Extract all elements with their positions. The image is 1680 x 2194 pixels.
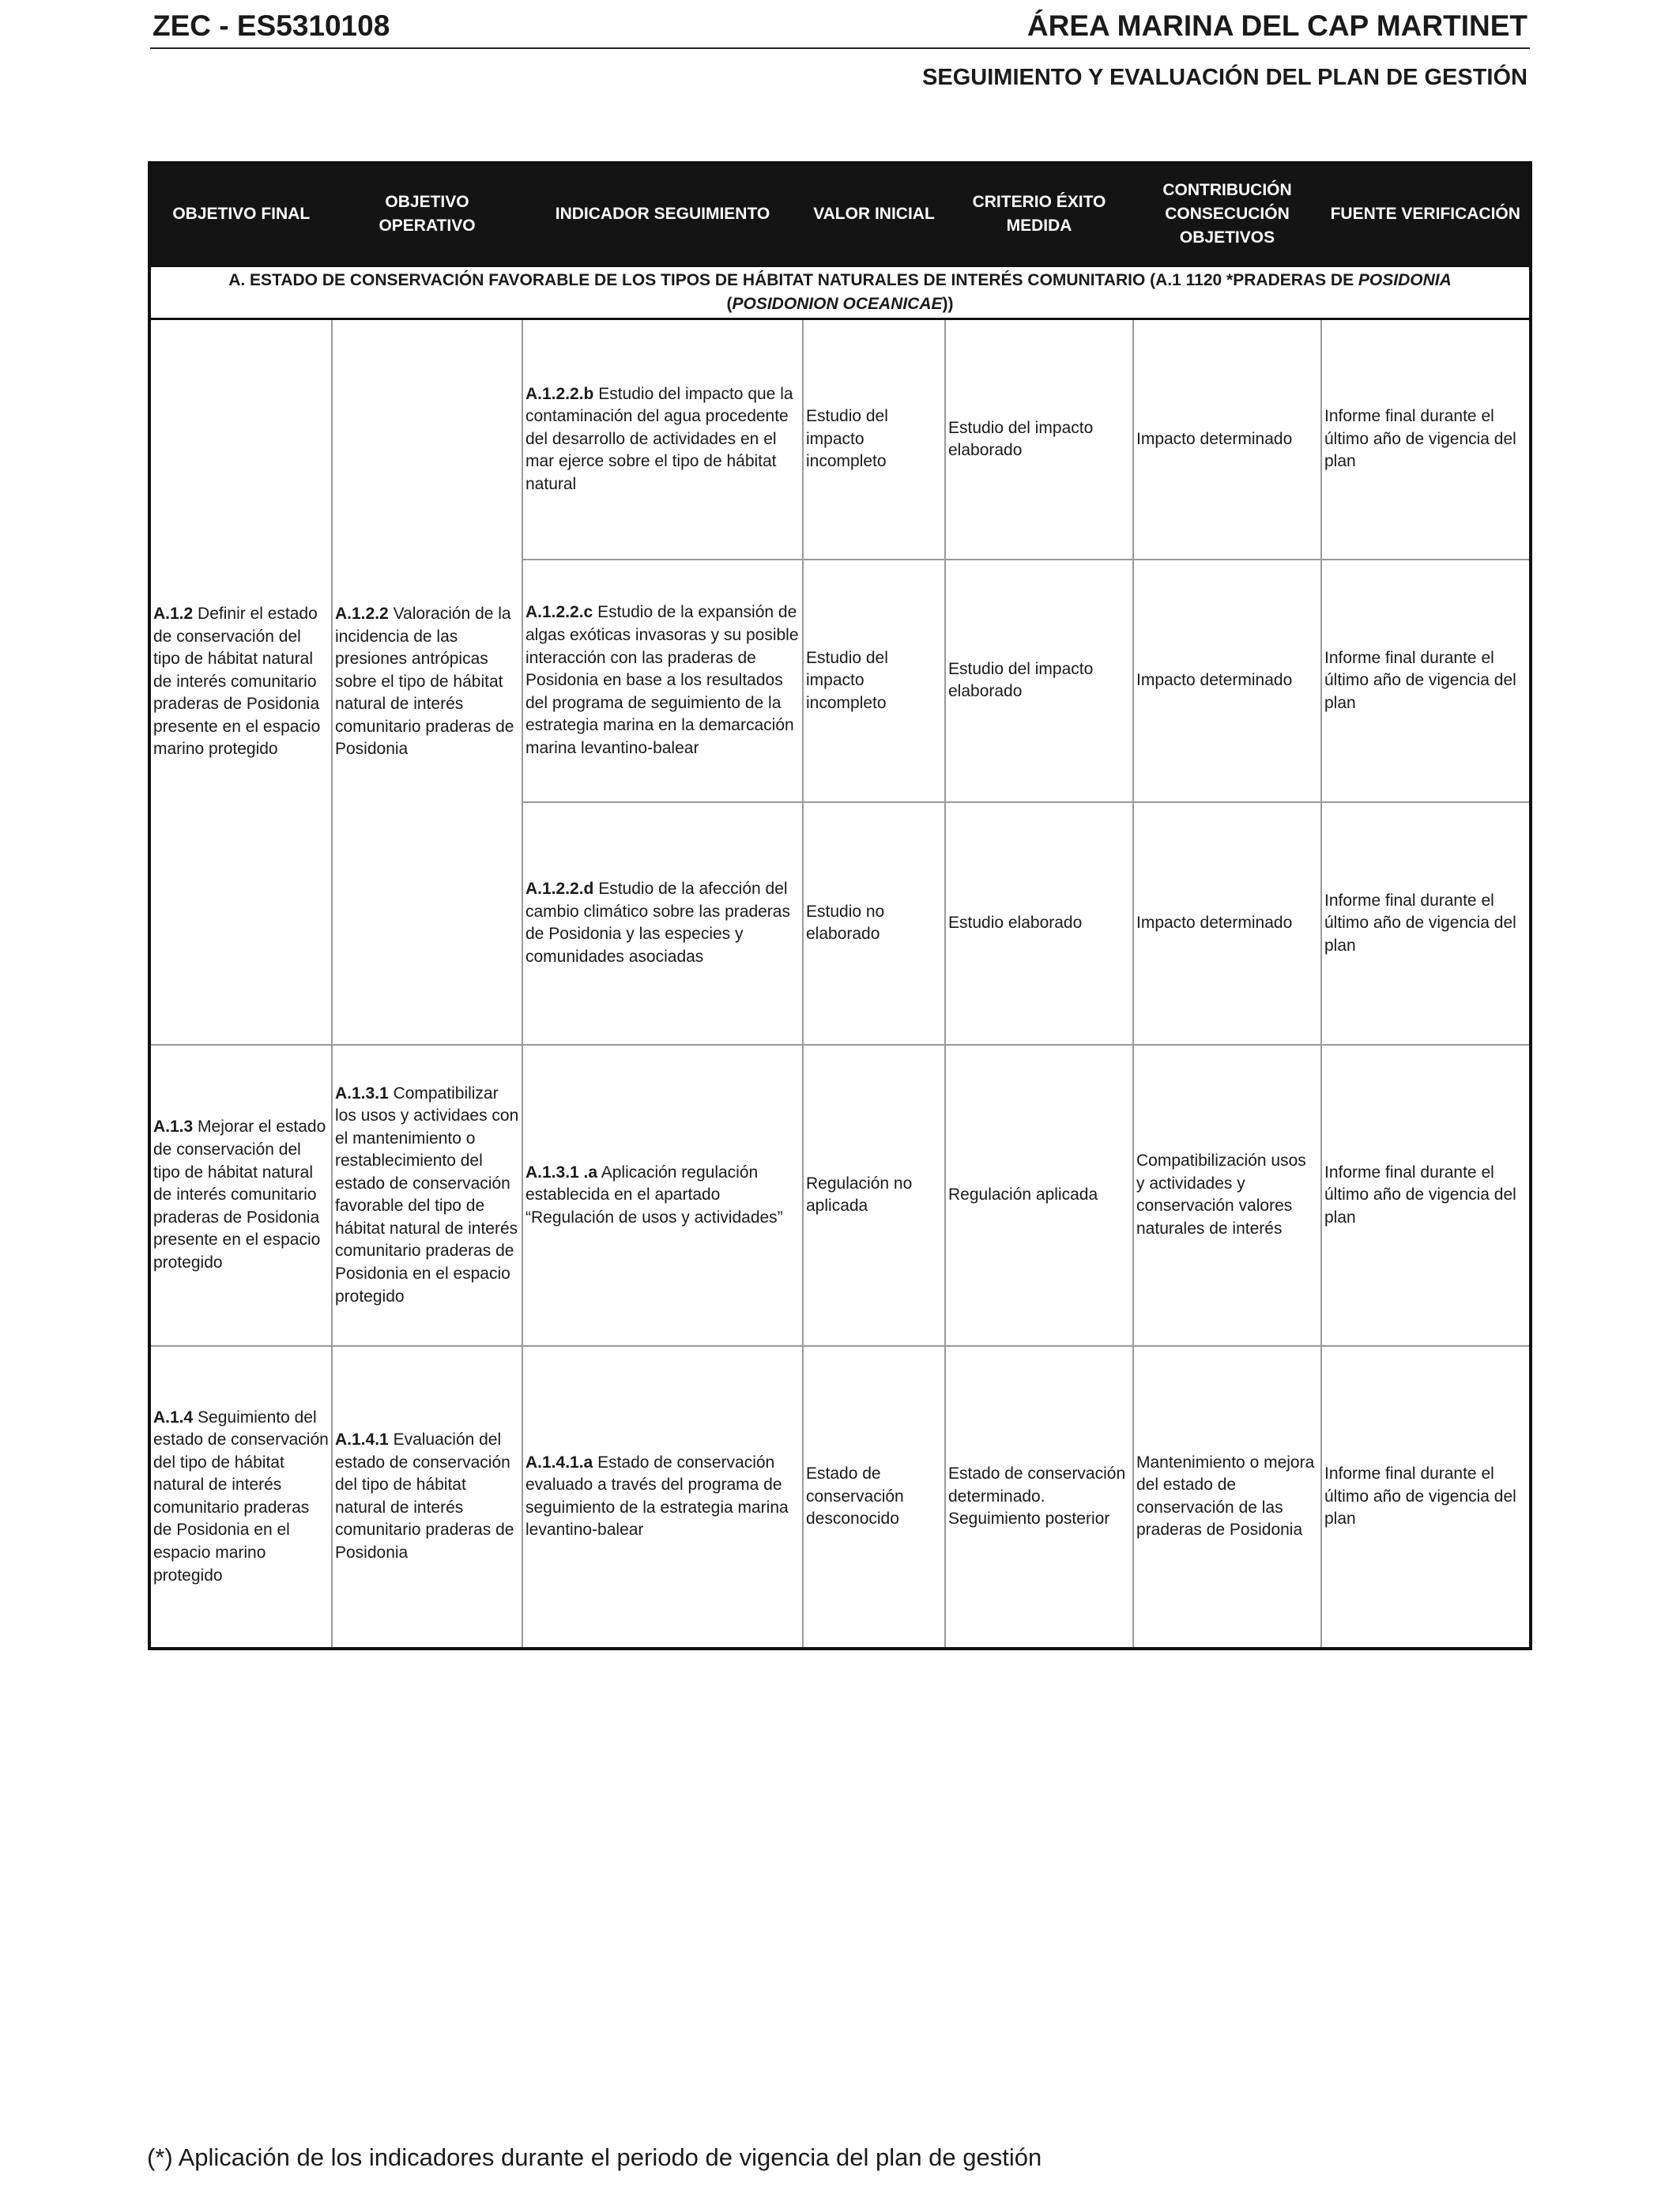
objetivo-operativo-code: A.1.3.1 (335, 1084, 389, 1103)
contribucion-cell: Mantenimiento o mejora del estado de conservación de las praderas de Posidonia (1133, 1346, 1321, 1649)
zec-code: ZEC - ES5310108 (153, 9, 390, 42)
section-prefix: A. ESTADO DE CONSERVACIÓN FAVORABLE DE LOS TIPOS DE HÁBITAT NATURALES DE INTERÉS COMUNITARIO (A.1 1120 *PRADERAS DE (228, 270, 1358, 289)
footnote: (*) Aplicación de los indicadores durante el periodo de vigencia del plan de gestión (147, 2143, 1042, 2171)
indicador-cell (522, 1045, 803, 1346)
valor-inicial-cell: Estudio del impacto incompleto (803, 319, 945, 560)
section-italic-posidonia: POSIDONIA (1358, 270, 1452, 289)
table-row (149, 1045, 1531, 1346)
document-subtitle: SEGUIMIENTO Y EVALUACIÓN DEL PLAN DE GESTIÓN (922, 65, 1527, 90)
fuente-cell: Informe final durante el último año de vigencia del plan (1321, 802, 1531, 1045)
objetivo-operativo-text: Compatibilizar los usos y actividaes con el mantenimiento o restablecimiento del estado de conservación favorable del tipo de hábitat natural de interés comunitario praderas de Posidonia en el espacio protegido (335, 1084, 519, 1306)
objetivo-final-text: Definir el estado de conservación del tipo de hábitat natural de interés comunitario praderas de Posidonia presente en el espacio marino protegido (153, 605, 321, 759)
col-header-objetivo-operativo: OBJETIVO OPERATIVO (332, 163, 522, 266)
indicador-code: A.1.4.1.a (525, 1453, 593, 1472)
objetivo-operativo-code: A.1.2.2 (335, 605, 389, 624)
indicador-code: A.1.2.2.b (525, 384, 594, 403)
valor-inicial-cell: Estado de conservación desconocido (803, 1346, 945, 1649)
objetivo-final-cell (149, 1346, 332, 1649)
indicador-cell (522, 1346, 803, 1649)
criterio-cell: Estudio del impacto elaborado (945, 319, 1133, 560)
col-header-valor-inicial: VALOR INICIAL (803, 163, 945, 266)
objetivo-operativo-code: A.1.4.1 (335, 1431, 389, 1449)
valor-inicial-cell: Regulación no aplicada (803, 1045, 945, 1346)
objetivo-final-code: A.1.3 (153, 1118, 194, 1137)
objetivo-final-code: A.1.2 (153, 605, 194, 624)
col-header-contribucion: CONTRIBUCIÓN CONSECUCIÓN OBJETIVOS (1133, 163, 1321, 266)
section-row (149, 266, 1531, 319)
objetivo-final-text: Mejorar el estado de conservación del tipo de hábitat natural de interés comunitario praderas de Posidonia presente en el espacio protegido (153, 1118, 326, 1272)
header-row (149, 163, 1531, 266)
table-row (149, 319, 1531, 560)
valor-inicial-cell: Estudio no elaborado (803, 802, 945, 1045)
col-header-fuente: FUENTE VERIFICACIÓN (1321, 163, 1531, 266)
objetivo-operativo-cell (332, 1045, 522, 1346)
objetivo-final-cell (149, 1045, 332, 1346)
fuente-cell: Informe final durante el último año de vigencia del plan (1321, 1045, 1531, 1346)
table-row (149, 1346, 1531, 1649)
objetivo-final-text: Seguimiento del estado de conservación del tipo de hábitat natural de interés comunitario praderas de Posidonia en el espacio marino protegido (153, 1408, 329, 1585)
indicador-code: A.1.2.2.d (525, 880, 594, 899)
indicador-cell (522, 319, 803, 560)
section-title (149, 266, 1531, 319)
objetivo-operativo-text: Evaluación del estado de conservación del tipo de hábitat natural de interés comunitario praderas de Posidonia (335, 1431, 514, 1562)
indicador-text: Estudio de la afección del cambio climático sobre las praderas de Posidonia y las especies y comunidades asociadas (525, 880, 790, 966)
col-header-criterio: CRITERIO ÉXITO MEDIDA (945, 163, 1133, 266)
indicador-cell (522, 802, 803, 1045)
objetivo-final-cell (149, 319, 332, 1045)
objetivo-operativo-cell (332, 1346, 522, 1649)
monitoring-table (148, 161, 1532, 1650)
contribucion-cell: Impacto determinado (1133, 560, 1321, 802)
objetivo-operativo-cell (332, 319, 522, 1045)
fuente-cell: Informe final durante el último año de vigencia del plan (1321, 560, 1531, 802)
indicador-code: A.1.3.1 .a (525, 1163, 598, 1182)
section-suffix: )) (942, 294, 954, 313)
valor-inicial-cell: Estudio del impacto incompleto (803, 560, 945, 802)
objetivo-final-code: A.1.4 (153, 1408, 194, 1427)
header-rule (150, 47, 1530, 49)
contribucion-cell: Impacto determinado (1133, 802, 1321, 1045)
contribucion-cell: Compatibilización usos y actividades y conservación valores naturales de interés (1133, 1045, 1321, 1346)
col-header-indicador: INDICADOR SEGUIMIENTO (522, 163, 803, 266)
indicador-text: Aplicación regulación establecida en el apartado “Regulación de usos y actividades” (525, 1163, 783, 1227)
indicador-cell (522, 560, 803, 802)
section-mid: ( (726, 294, 733, 313)
fuente-cell: Informe final durante el último año de vigencia del plan (1321, 319, 1531, 560)
criterio-cell: Estado de conservación determinado. Seguimiento posterior (945, 1346, 1133, 1649)
col-header-objetivo-final: OBJETIVO FINAL (149, 163, 332, 266)
fuente-cell: Informe final durante el último año de vigencia del plan (1321, 1346, 1531, 1649)
indicador-text: Estado de conservación evaluado a través del programa de seguimiento de la estrategia marina levantino-balear (525, 1453, 789, 1540)
section-italic-oceanicae: POSIDONION OCEANICAE (732, 294, 943, 313)
criterio-cell: Estudio elaborado (945, 802, 1133, 1045)
criterio-cell: Regulación aplicada (945, 1045, 1133, 1346)
area-title: ÁREA MARINA DEL CAP MARTINET (1026, 9, 1527, 42)
indicador-text: Estudio de la expansión de algas exóticas invasoras y su posible interacción con las praderas de Posidonia en base a los resultados del programa de seguimiento de la estrategia marina en la demarcación marina levantino-balear (525, 603, 799, 757)
indicador-code: A.1.2.2.c (525, 603, 593, 622)
indicador-text: Estudio del impacto que la contaminación del agua procedente del desarrollo de actividades en el mar ejerce sobre el tipo de hábitat natural (525, 384, 793, 493)
contribucion-cell: Impacto determinado (1133, 319, 1321, 560)
objetivo-operativo-text: Valoración de la incidencia de las presiones antrópicas sobre el tipo de hábitat natural de interés comunitario praderas de Posidonia (335, 605, 514, 759)
criterio-cell: Estudio del impacto elaborado (945, 560, 1133, 802)
